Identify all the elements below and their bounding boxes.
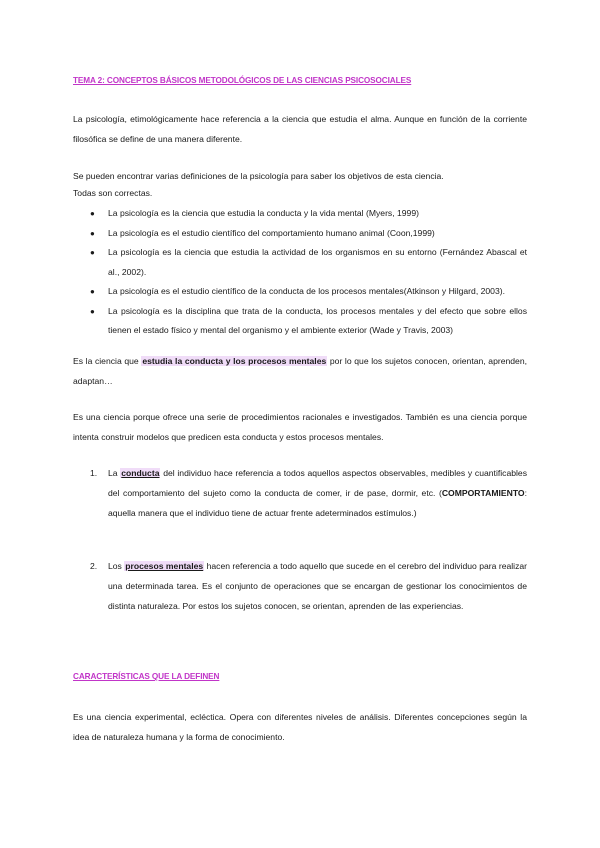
item-conducta: La conducta del individuo hace referencia a todos aquellos aspectos observables, medibles y cuantificables del comportamiento del sujeto como la conducta de comer, ir de pase, dormir, etc. (COMPORTAMIENTO: aquella manera que el individuo tiene de actuar frente adeterminados estímulos.) xyxy=(108,468,527,518)
highlight-conducta-procesos: estudia la conducta y los procesos mentales xyxy=(142,356,327,366)
list-item: ● La psicología es la ciencia que estudia la actividad de los organismos en su entorno (Fernández Abascal et al., 2002). xyxy=(73,243,527,282)
intro-paragraph: La psicología, etimológicamente hace referencia a la ciencia que estudia el alma. Aunque en función de la corriente filosófica se define de una manera diferente. xyxy=(73,114,527,144)
caracteristicas-paragraph: Es una ciencia experimental, ecléctica. Opera con diferentes niveles de análisis. Diferentes concepciones según la idea de naturaleza humana y la forma de conocimiento. xyxy=(73,712,527,742)
bullet-icon: ● xyxy=(90,287,95,296)
page-title: TEMA 2: CONCEPTOS BÁSICOS METODOLÓGICOS DE LAS CIENCIAS PSICOSOCIALES xyxy=(73,76,412,85)
term-comportamiento: COMPORTAMIENTO xyxy=(441,488,525,498)
list-item: ● La psicología es la disciplina que trata de la conducta, los procesos mentales y del efecto que sobre ellos tienen el estado físico y mental del organismo y el ambiente exterior (Wade y Travis, 2003) xyxy=(73,302,527,341)
list-item: ● La psicología es la ciencia que estudia la conducta y la vida mental (Myers, 1999) xyxy=(73,204,527,224)
bullet-icon: ● xyxy=(90,228,95,238)
bullet-icon: ● xyxy=(90,209,95,218)
section-title-caracteristicas: CARACTERÍSTICAS QUE LA DEFINEN xyxy=(73,672,220,681)
bullet-icon: ● xyxy=(90,306,95,316)
definitions-intro-line-1: Se pueden encontrar varias definiciones de la psicología para saber los objetivos de esta ciencia. xyxy=(73,171,444,181)
definitions-list xyxy=(73,204,527,341)
ciencia-paragraph: Es la ciencia que estudia la conducta y los procesos mentales por lo que los sujetos conocen, orientan, aprenden, adaptan… xyxy=(73,356,527,386)
bullet-icon: ● xyxy=(90,248,95,257)
term-conducta: conducta xyxy=(121,468,160,478)
term-procesos-mentales: procesos mentales xyxy=(125,561,204,571)
list-number-1: 1. xyxy=(90,468,98,478)
list-item: ● La psicología es el estudio científico del comportamiento humano animal (Coon,1999) xyxy=(73,224,527,244)
list-item: ● La psicología es el estudio científico de la conducta de los procesos mentales(Atkinson y Hilgard, 2003). xyxy=(73,282,527,302)
definitions-intro-line-2: Todas son correctas. xyxy=(73,188,153,198)
definitions-intro xyxy=(73,166,527,203)
list-number-2: 2. xyxy=(90,561,98,571)
porque-paragraph: Es una ciencia porque ofrece una serie de procedimientos racionales e investigados. También es una ciencia porque intenta construir modelos que predicen esta conducta y estos procesos mentales. xyxy=(73,412,527,442)
item-procesos-mentales: Los procesos mentales hacen referencia a todo aquello que sucede en el cerebro del individuo para realizar una determinada tarea. Es el conjunto de operaciones que se encargan de gestionar los conocimientos de distinta naturaleza. Por estos los sujetos conocen, se orientan, aprenden de las experiencias. xyxy=(108,561,528,611)
